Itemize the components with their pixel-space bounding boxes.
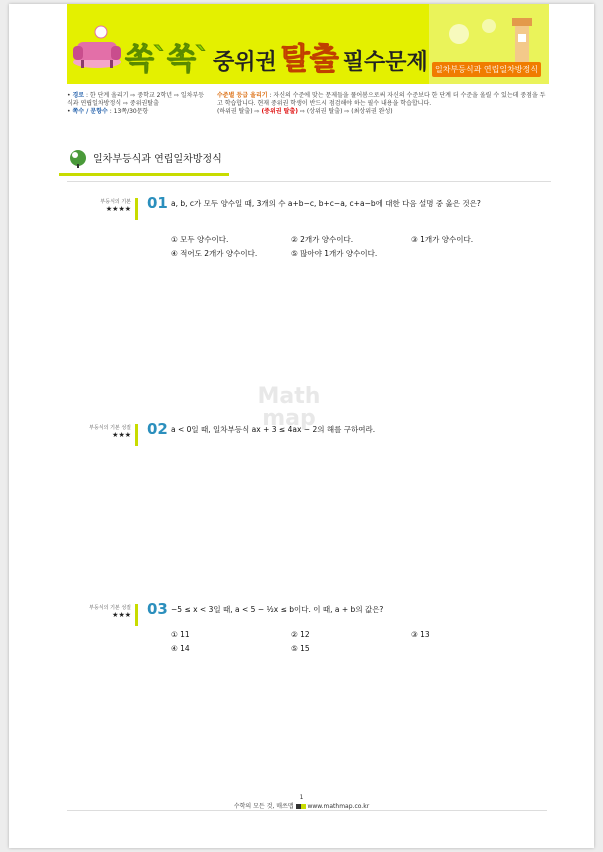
watermark: [249, 386, 329, 430]
question-number: 01: [147, 194, 168, 212]
question-bar: [135, 198, 138, 220]
header-banner: [67, 4, 549, 84]
question-text: −5 ≤ x < 3일 때, a < 5 − ½x ≤ b이다. 이 때, a + b의 값은?: [171, 605, 384, 614]
question-text: a < 0일 때, 일차부등식 ax + 3 ≤ 4ax − 2의 해를 구하여라.: [171, 425, 376, 434]
divider: [67, 181, 551, 182]
page-number: 1: [299, 794, 304, 801]
section-header: [59, 144, 229, 176]
choice-4: ④ 적어도 2개가 양수이다.: [171, 249, 258, 258]
footer: [9, 794, 594, 810]
title-end: 필수문제: [342, 50, 428, 75]
level-label: 수준별 등급 올리기: [217, 92, 268, 99]
question-topic: 부등식의 기본: [100, 199, 131, 205]
question-meta: [67, 604, 131, 619]
question-topic: 부등식의 기본 성질: [89, 425, 131, 431]
choice-4: ④ 14: [171, 644, 190, 653]
route-label: 경로: [72, 92, 85, 99]
footer-url: www.mathmap.co.kr: [307, 803, 370, 810]
level-info: [217, 92, 547, 116]
path-1: (하위권 탈출) ⇨: [217, 108, 260, 115]
route-text: : 한 단계 올리기 ⇨ 중학교 2학년 ⇨ 일차부등식과 연립일차방정식 ⇨ 중위권탈출: [67, 92, 205, 107]
level-text: : 자신의 수준에 맞는 문제들을 풀어봄으로써 자신의 수준보다 한 단계 더 수준을 올릴 수 있는데 중점을 두고 학습합니다. 현재 중위권 학생이 반드시 점검해야 하는 필수 내용을 학습합니다.: [217, 92, 546, 107]
choice-3: ③ 1개가 양수이다.: [411, 235, 474, 244]
footer-square-green: [301, 804, 306, 809]
choice-5: ⑤ 15: [291, 644, 310, 653]
section-icon: [67, 146, 89, 168]
section-title: 일차부등식과 연립일차방정식: [93, 154, 222, 165]
question-text: a, b, c가 모두 양수일 때, 3개의 수 a+b−c, b+c−a, c+a−b에 대한 다음 설명 중 옳은 것은?: [171, 199, 481, 208]
sofa-illustration-icon: [71, 22, 123, 74]
question-meta: [67, 198, 131, 213]
question-number: 03: [147, 600, 168, 618]
question-meta: [67, 424, 131, 439]
watermark-line-1: Math: [257, 384, 321, 409]
question-bar: [135, 604, 138, 626]
choice-2: ② 12: [291, 630, 310, 639]
path-2: (중위권 탈출): [261, 108, 298, 115]
title-ssuk: 쏙`쏙`: [125, 42, 209, 77]
document-page: [9, 4, 594, 848]
page-title: [125, 34, 428, 78]
count-label: 쪽수 / 문항수: [72, 108, 108, 115]
difficulty-stars: ★★★★: [105, 205, 131, 213]
choice-1: ① 모두 양수이다.: [171, 235, 229, 244]
watermark-line-2: map: [262, 406, 316, 431]
title-highlight: 탈출: [280, 42, 339, 77]
question-number: 02: [147, 420, 168, 438]
count-text: : 13쪽/30문항: [109, 108, 149, 115]
title-middle: 중위권: [212, 50, 277, 75]
choice-2: ② 2개가 양수이다.: [291, 235, 354, 244]
choice-5: ⑤ 많아야 1개가 양수이다.: [291, 249, 378, 258]
choice-1: ① 11: [171, 630, 190, 639]
difficulty-stars: ★★★: [112, 611, 131, 619]
path-3: ⇨ (상위권 탈출) ⇨ (최상위권 완성): [299, 108, 393, 115]
difficulty-stars: ★★★: [112, 431, 131, 439]
section-underline: [59, 173, 229, 176]
question-bar: [135, 424, 138, 446]
route-info: • 경로 : 한 단계 올리기 ⇨ 중학교 2학년 ⇨ 일차부등식과 연립일차방정식 ⇨ 중위권탈출 • 쪽수 / 문항수 : 13쪽/30문항: [67, 92, 205, 115]
question-topic: 부등식의 기본 성질: [89, 605, 131, 611]
choice-3: ③ 13: [411, 630, 430, 639]
chapter-label: 일차부등식과 연립일차방정식: [432, 62, 541, 77]
footer-divider: [67, 810, 547, 811]
footer-text: 수학의 모든 것, 매쓰맵: [233, 803, 294, 810]
